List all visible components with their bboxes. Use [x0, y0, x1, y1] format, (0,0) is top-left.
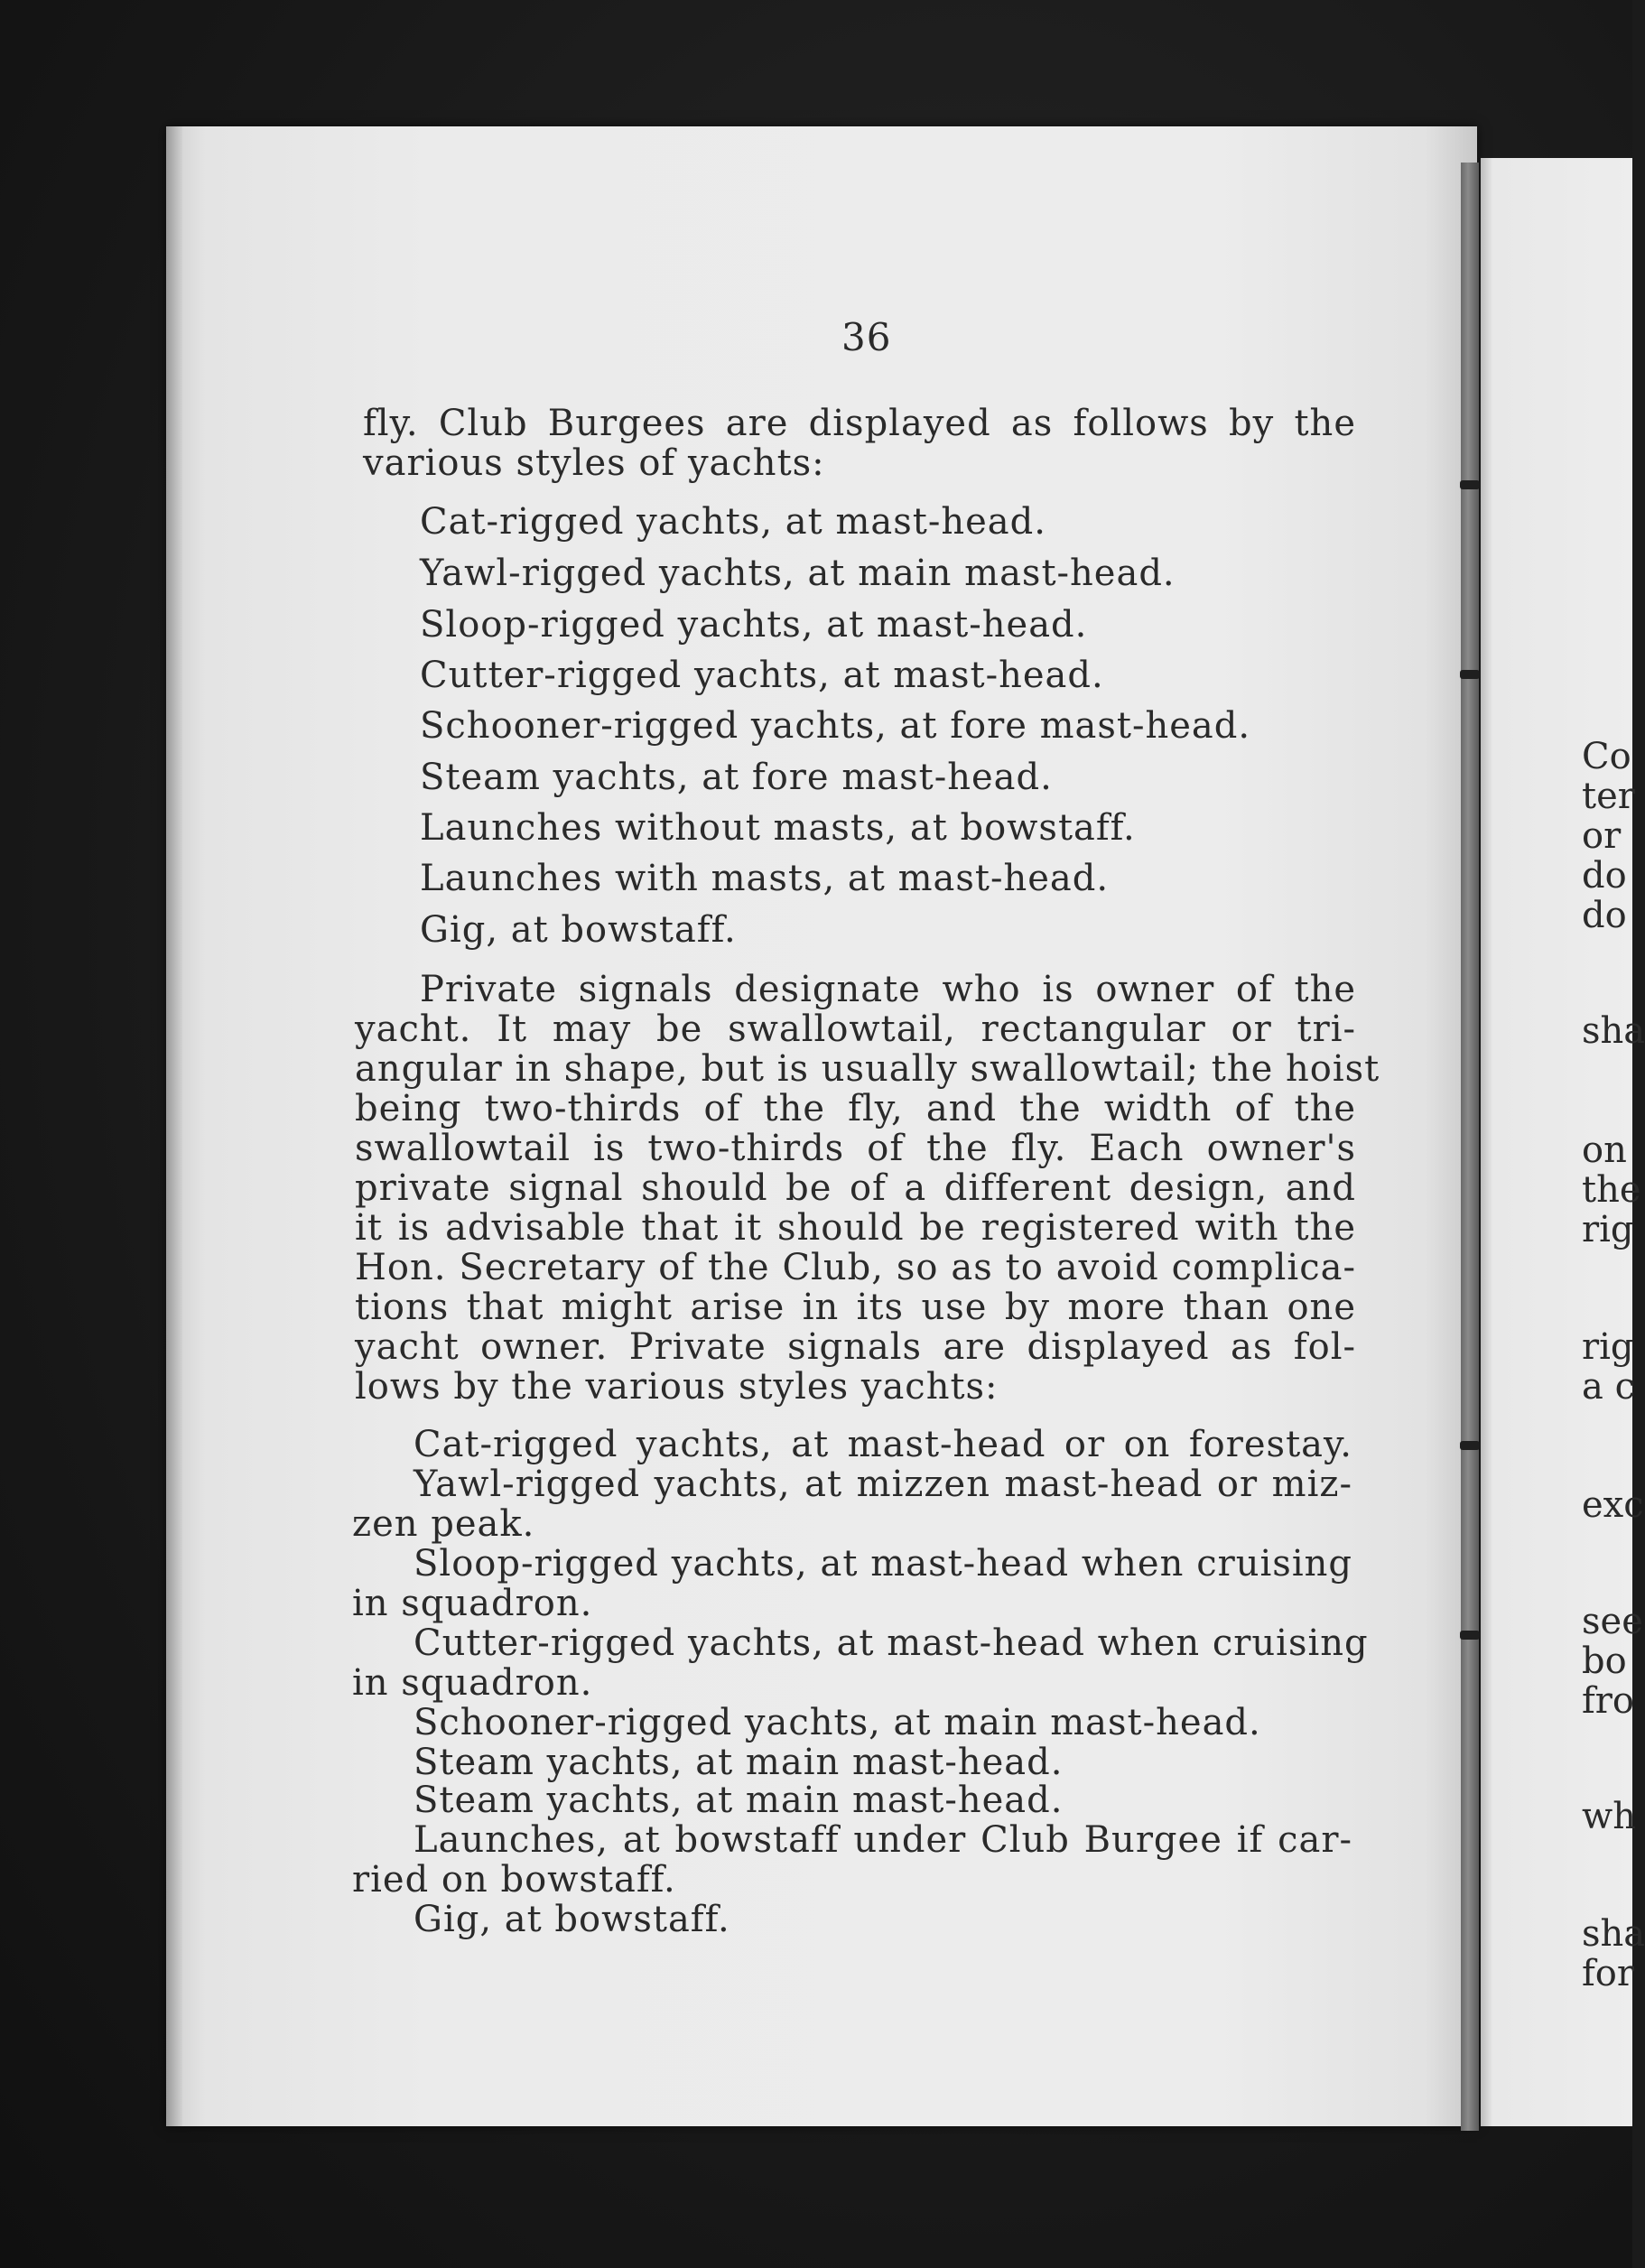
paragraph-line: it is advisable that it should be registered with the: [355, 1207, 1356, 1249]
private-list-line: Steam yachts, at main mast-head.: [414, 1780, 1064, 1821]
burgee-list-item: Cat-rigged yachts, at mast-head.: [420, 501, 1046, 543]
right-page-fragment: a c: [1582, 1366, 1635, 1408]
paragraph-line: tions that might arise in its use by more than one: [355, 1287, 1356, 1328]
right-page-fragment: the: [1582, 1169, 1641, 1211]
private-list-line: Steam yachts, at main mast-head.: [414, 1742, 1064, 1783]
page-number: 36: [841, 315, 892, 359]
spine-stitch: [1460, 1631, 1480, 1640]
right-page-fragment: for: [1582, 1953, 1635, 1994]
book-spine: [1461, 163, 1479, 2131]
spine-stitch: [1460, 670, 1480, 679]
paragraph-line: yacht owner. Private signals are displayed as fol-: [355, 1326, 1356, 1368]
paragraph-line: Private signals designate who is owner of the: [420, 969, 1356, 1010]
private-list-line: Schooner-rigged yachts, at main mast-head.: [414, 1702, 1261, 1743]
page-edge-shadow: [166, 126, 182, 2126]
right-page-fragment: see: [1582, 1601, 1643, 1642]
right-page-fragment: on: [1582, 1129, 1627, 1171]
right-page-fragment: sha: [1582, 1010, 1645, 1052]
private-list-line: in squadron.: [352, 1583, 593, 1624]
right-page-fragment: wh: [1582, 1796, 1636, 1837]
private-list-line: Sloop-rigged yachts, at mast-head when cruising: [414, 1543, 1352, 1585]
paragraph-line: Hon. Secretary of the Club, so as to avoid complica-: [355, 1247, 1356, 1288]
right-page-fragment: or: [1582, 815, 1622, 857]
burgee-list-item: Steam yachts, at fore mast-head.: [420, 757, 1053, 798]
right-page-fragment: do: [1582, 855, 1627, 897]
private-list-line: Cat-rigged yachts, at mast-head or on forestay.: [414, 1424, 1352, 1465]
right-page-fragment: bo: [1582, 1641, 1627, 1682]
private-list-line: Gig, at bowstaff.: [414, 1899, 730, 1940]
right-page-fragment: sha: [1582, 1913, 1645, 1955]
intro-line: fly. Club Burgees are displayed as follows by the: [363, 403, 1356, 444]
right-page-fragment: fro: [1582, 1680, 1635, 1722]
private-list-line: zen peak.: [352, 1503, 535, 1545]
private-list-line: in squadron.: [352, 1662, 593, 1704]
spine-stitch: [1460, 480, 1480, 489]
private-list-line: Yawl-rigged yachts, at mizzen mast-head or miz-: [414, 1464, 1352, 1505]
private-list-line: ried on bowstaff.: [352, 1859, 676, 1901]
burgee-list-item: Schooner-rigged yachts, at fore mast-head.: [420, 705, 1251, 747]
right-page-fragment: exc: [1582, 1484, 1644, 1526]
paragraph-line: swallowtail is two-thirds of the fly. Each owner's: [355, 1128, 1356, 1169]
burgee-list-item: Launches without masts, at bowstaff.: [420, 807, 1136, 849]
right-page-fragment: rig: [1582, 1326, 1634, 1368]
burgee-list-item: Cutter-rigged yachts, at mast-head.: [420, 655, 1104, 696]
burgee-list-item: Gig, at bowstaff.: [420, 909, 737, 951]
paragraph-line: lows by the various styles yachts:: [355, 1366, 999, 1408]
right-page-fragment: rig: [1582, 1209, 1634, 1250]
burgee-list-item: Yawl-rigged yachts, at main mast-head.: [420, 553, 1176, 594]
paragraph-line: angular in shape, but is usually swallowtail; the hoist: [355, 1048, 1380, 1090]
private-list-line: Cutter-rigged yachts, at mast-head when cruising: [414, 1622, 1369, 1664]
paragraph-line: yacht. It may be swallowtail, rectangular or tri-: [355, 1009, 1356, 1050]
paragraph-line: private signal should be of a different design, and: [355, 1167, 1356, 1209]
burgee-list-item: Sloop-rigged yachts, at mast-head.: [420, 604, 1088, 646]
burgee-list-item: Launches with masts, at mast-head.: [420, 858, 1110, 899]
spine-stitch: [1460, 1441, 1480, 1450]
intro-line: various styles of yachts:: [363, 442, 825, 484]
right-page-fragment: do: [1582, 895, 1627, 936]
right-page-fragment: ter: [1582, 776, 1635, 817]
right-page-fragment: Co: [1582, 736, 1631, 777]
paragraph-line: being two-thirds of the fly, and the width of the: [355, 1088, 1356, 1129]
private-list-line: Launches, at bowstaff under Club Burgee if car-: [414, 1819, 1352, 1861]
